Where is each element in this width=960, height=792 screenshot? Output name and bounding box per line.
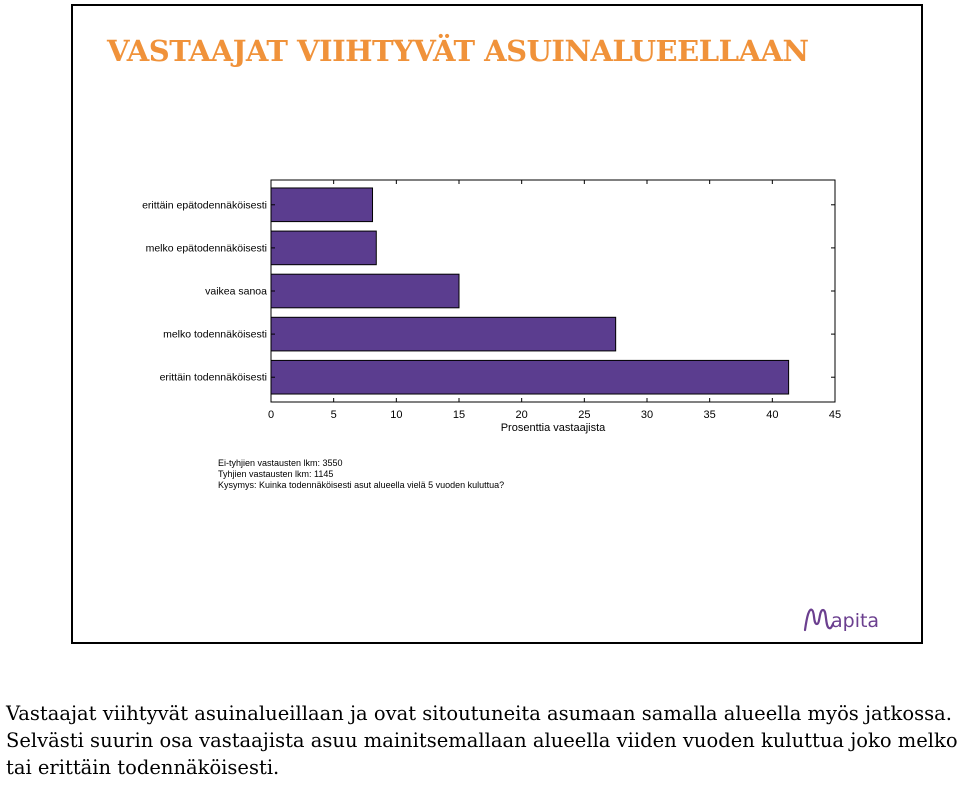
bar-5 [271, 360, 789, 394]
bar-2 [271, 231, 376, 265]
bar-chart [73, 6, 921, 642]
x-tick-label: 25 [578, 409, 591, 421]
mapita-m-logo-icon [801, 602, 835, 636]
x-tick-label: 5 [330, 409, 337, 421]
x-tick-label: 20 [515, 409, 528, 421]
bar-4 [271, 317, 616, 351]
bar-1 [271, 188, 373, 222]
y-tick-label: erittäin todennäköisesti [159, 371, 267, 384]
y-tick-label: melko epätodennäköisesti [145, 242, 267, 255]
footnote-nonempty-count: Ei-tyhjien vastausten lkm: 3550 [218, 458, 343, 468]
footnote-question: Kysymys: Kuinka todennäköisesti asut alueella vielä 5 vuoden kuluttua? [218, 480, 505, 490]
x-tick-label: 40 [766, 409, 779, 421]
x-axis-label: Prosenttia vastaajista [500, 422, 606, 434]
x-tick-label: 10 [390, 409, 403, 421]
y-tick-label: vaikea sanoa [205, 285, 267, 298]
x-tick-label: 30 [640, 409, 654, 421]
footnote-empty-count: Tyhjien vastausten lkm: 1145 [218, 469, 334, 479]
logo-text: apita [831, 610, 880, 632]
x-tick-label: 15 [452, 409, 466, 421]
bar-3 [271, 274, 459, 308]
caption-text: Vastaajat viihtyvät asuinalueillaan ja ovat sitoutuneita asumaan samalla alueella myös jatkossa. Selvästi suurin osa vastaajista asuu mainitsemallaan alueella viiden vuoden kuluttua joko melko tai erittäin todennäköisesti. [6, 702, 958, 779]
x-tick-label: 0 [267, 409, 275, 421]
x-tick-label: 35 [703, 409, 716, 421]
y-tick-label: melko todennäköisesti [163, 328, 267, 341]
slide [71, 4, 923, 644]
x-tick-label: 45 [828, 409, 842, 421]
mapita-logo [801, 602, 911, 636]
chart-footnotes [218, 458, 504, 491]
y-tick-label: erittäin epätodennäköisesti [142, 199, 267, 212]
slide-title: VASTAAJAT VIIHTYVÄT ASUINALUEELLAAN [107, 34, 809, 68]
